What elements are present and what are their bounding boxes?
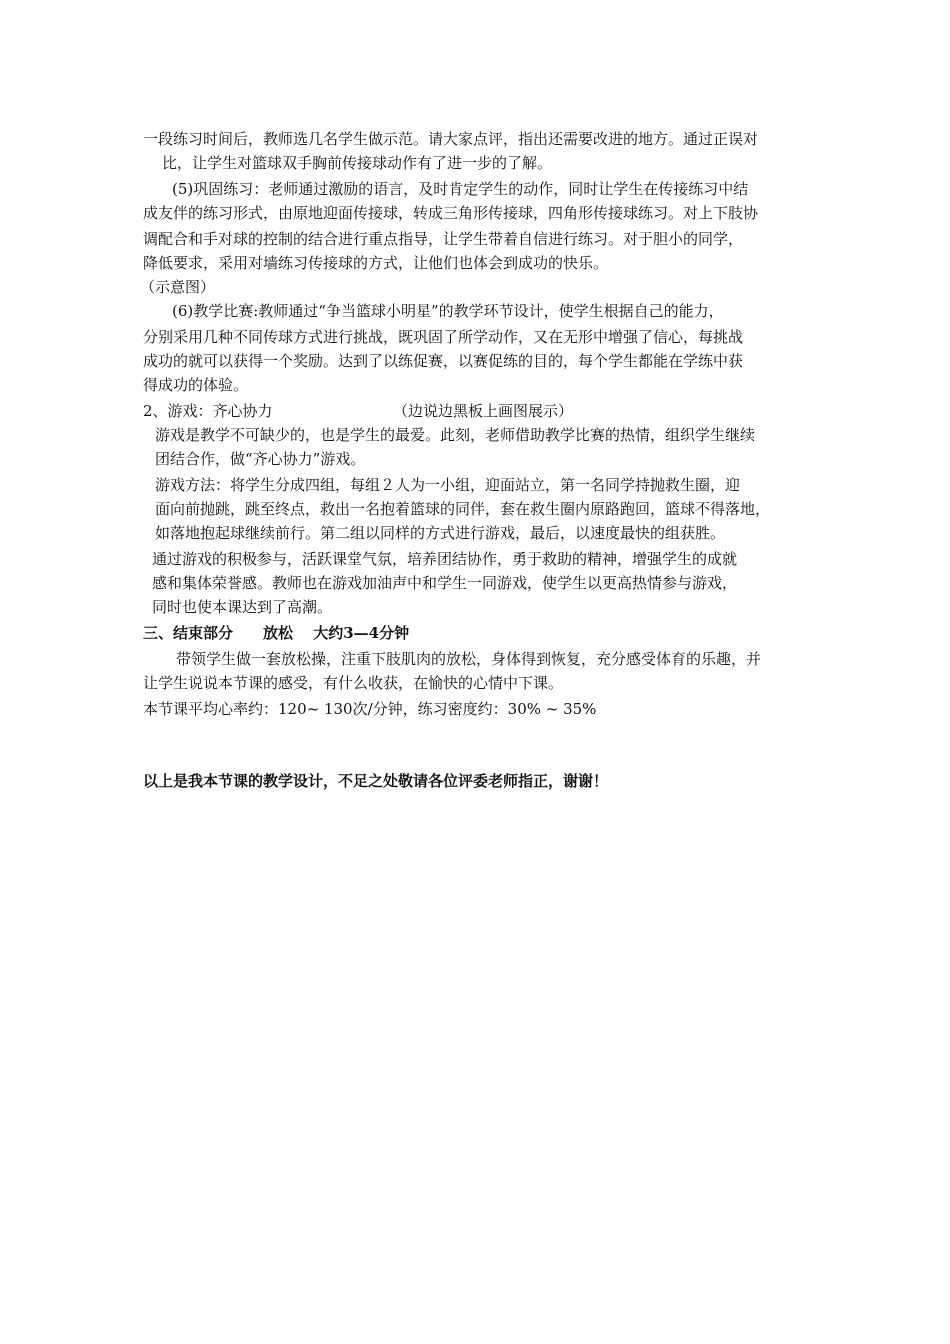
text-line: 带领学生做一套放松操，注重下肢肌肉的放松，身体得到恢复，充分感受体育的乐趣，并 bbox=[176, 650, 762, 668]
text-line: 成友伴的练习形式，由原地迎面传接球，转成三角形传接球，四角形传接球练习。对上下肢协 bbox=[143, 204, 759, 222]
text-line: 游戏方法：将学生分成四组，每组２人为一小组，迎面站立，第一名同学持抛救生圈，迎 bbox=[155, 476, 741, 494]
text-line: (5)巩固练习：老师通过激励的语言，及时肯定学生的动作，同时让学生在传接练习中结 bbox=[172, 180, 749, 198]
text-line: 一段练习时间后，教师选几名学生做示范。请大家点评，指出还需要改进的地方。通过正误对 bbox=[143, 130, 759, 148]
text-line: 通过游戏的积极参与，活跃课堂气氛，培养团结协作，勇于救助的精神，增强学生的成就 bbox=[152, 550, 738, 568]
text-line: 游戏是教学不可缺少的，也是学生的最爱。此刻，老师借助教学比赛的热情，组织学生继续 bbox=[155, 426, 756, 444]
text-line: 调配合和手对球的控制的结合进行重点指导，让学生带着自信进行练习。对于胆小的同学， bbox=[143, 230, 744, 248]
text-line: （示意图） bbox=[140, 278, 216, 296]
text-line: (6)教学比赛:教师通过“争当篮球小明星”的教学环节设计，使学生根据自己的能力， bbox=[172, 302, 724, 320]
text-line: 成功的就可以获得一个奖励。达到了以练促赛，以赛促练的目的，每个学生都能在学练中获 bbox=[143, 352, 744, 370]
text-line: 比，让学生对篮球双手胸前传接球动作有了进一步的了解。 bbox=[162, 154, 553, 172]
section-heading-game: 2、游戏：齐心协力 bbox=[143, 402, 273, 420]
text-line: 分别采用几种不同传球方式进行挑战，既巩固了所学动作，又在无形中增强了信心，每挑战 bbox=[143, 328, 744, 346]
section-heading-ending: 三、结束部分 放松 大约3—4分钟 bbox=[143, 624, 410, 642]
text-line: 降低要求，采用对墙练习传接球的方式，让他们也体会到成功的快乐。 bbox=[143, 254, 609, 272]
text-line: 团结合作，做“齐心协力”游戏。 bbox=[155, 450, 366, 468]
text-line: 本节课平均心率约：120~ 130次/分钟，练习密度约：30% ~ 35% bbox=[143, 700, 597, 718]
text-line: 感和集体荣誉感。教师也在游戏加油声中和学生一同游戏，使学生以更高热情参与游戏， bbox=[152, 574, 738, 592]
closing-remark: 以上是我本节课的教学设计，不足之处敬请各位评委老师指正，谢谢！ bbox=[143, 772, 609, 790]
text-line: 同时也使本课达到了高潮。 bbox=[152, 598, 333, 616]
text-line: 如落地抱起球继续前行。第二组以同样的方式进行游戏，最后，以速度最快的组获胜。 bbox=[155, 524, 726, 542]
text-line: 得成功的体验。 bbox=[143, 376, 249, 394]
text-line: 让学生说说本节课的感受，有什么收获，在愉快的心情中下课。 bbox=[143, 674, 564, 692]
game-note: （边说边黑板上画图展示） bbox=[393, 402, 574, 420]
text-line: 面向前抛跳，跳至终点，救出一名抱着篮球的同伴，套在救生圈内原路跑回，篮球不得落地， bbox=[155, 500, 771, 518]
